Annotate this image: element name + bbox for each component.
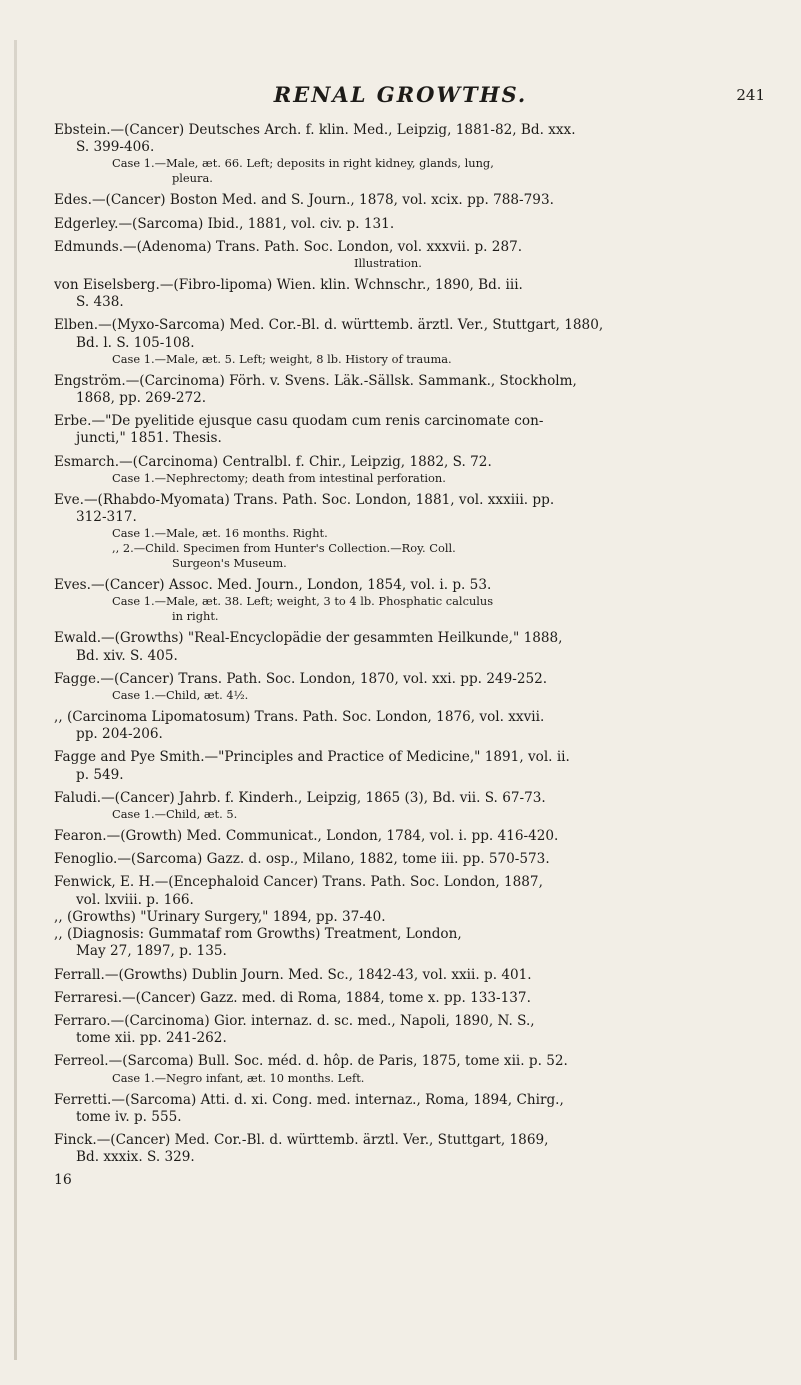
entry-citation-continued: vol. lxviii. p. 166. bbox=[76, 891, 194, 908]
case-note: Case 1.—Male, æt. 66. Left; deposits in right kidney, glands, lung, bbox=[112, 156, 494, 171]
bibliography-entry bbox=[54, 709, 790, 743]
entry-citation-continued: S. 438. bbox=[76, 294, 124, 311]
bibliography-entry bbox=[54, 454, 790, 486]
entry-citation-continued: May 27, 1897, p. 135. bbox=[76, 943, 227, 960]
bibliography-entry bbox=[54, 790, 790, 822]
bibliography-entry bbox=[54, 749, 790, 783]
printer-signature: 16 bbox=[54, 1172, 72, 1189]
entry-citation-continued: 1868, pp. 269-272. bbox=[76, 390, 207, 407]
entry-citation-continued: ,, (Diagnosis: Gummataf rom Growths) Treatment, London, bbox=[54, 926, 462, 943]
case-note: Case 1.—Negro infant, æt. 10 months. Left. bbox=[112, 1070, 365, 1085]
entry-citation-continued: ,, (Growths) "Urinary Surgery," 1894, pp. 37-40. bbox=[54, 908, 386, 925]
bibliography-entry bbox=[54, 1132, 790, 1166]
entry-citation: Engström.—(Carcinoma) Förh. v. Svens. Läk.-Sällsk. Sammank., Stockholm, bbox=[54, 372, 577, 389]
bibliography-entry bbox=[54, 122, 790, 186]
bibliography-entry bbox=[54, 828, 790, 845]
bibliography-list bbox=[54, 122, 790, 1190]
entry-citation: Erbe.—"De pyelitide ejusque casu quodam cum renis carcinomate con- bbox=[54, 413, 544, 430]
entry-citation: Finck.—(Cancer) Med. Cor.-Bl. d. württemb. ärztl. Ver., Stuttgart, 1869, bbox=[54, 1131, 549, 1148]
bibliography-entry bbox=[54, 1013, 790, 1047]
entry-citation-continued: 312-317. bbox=[76, 509, 137, 526]
entry-citation-continued: S. 399-406. bbox=[76, 139, 155, 156]
bibliography-entry bbox=[54, 671, 790, 703]
entry-citation-continued: tome xii. pp. 241-262. bbox=[76, 1030, 227, 1047]
entry-citation: Ferreol.—(Sarcoma) Bull. Soc. méd. d. hôp. de Paris, 1875, tome xii. p. 52. bbox=[54, 1053, 568, 1070]
bibliography-entry bbox=[54, 874, 790, 960]
bibliography-entry bbox=[54, 373, 790, 407]
entry-citation: Fearon.—(Growth) Med. Communicat., London, 1784, vol. i. pp. 416-420. bbox=[54, 828, 559, 845]
entry-citation: Eves.—(Cancer) Assoc. Med. Journ., London, 1854, vol. i. p. 53. bbox=[54, 577, 492, 594]
entry-citation-continued: juncti," 1851. Thesis. bbox=[76, 430, 222, 447]
entry-citation: Fenwick, E. H.—(Encephaloid Cancer) Trans. Path. Soc. London, 1887, bbox=[54, 874, 543, 891]
entry-citation: Ebstein.—(Cancer) Deutsches Arch. f. klin. Med., Leipzig, 1881-82, Bd. xxx. bbox=[54, 122, 576, 138]
case-note: Case 1.—Child, æt. 4½. bbox=[112, 688, 249, 703]
bibliography-entry bbox=[54, 1092, 790, 1126]
running-head: RENAL GROWTHS. bbox=[273, 82, 528, 107]
entry-citation: von Eiselsberg.—(Fibro-lipoma) Wien. klin. Wchnschr., 1890, Bd. iii. bbox=[54, 277, 523, 294]
case-note: Case 1.—Nephrectomy; death from intestinal perforation. bbox=[112, 470, 446, 485]
entry-citation: Edmunds.—(Adenoma) Trans. Path. Soc. London, vol. xxxvii. p. 287. bbox=[54, 238, 523, 255]
entry-citation: Ferraro.—(Carcinoma) Gior. internaz. d. sc. med., Napoli, 1890, N. S., bbox=[54, 1012, 535, 1029]
entry-citation-continued: tome iv. p. 555. bbox=[76, 1108, 182, 1125]
bibliography-entry bbox=[54, 492, 790, 571]
entry-citation: Faludi.—(Cancer) Jahrb. f. Kinderh., Leipzig, 1865 (3), Bd. vii. S. 67-73. bbox=[54, 789, 546, 806]
entry-citation: Fagge.—(Cancer) Trans. Path. Soc. London, 1870, vol. xxi. pp. 249-252. bbox=[54, 670, 548, 687]
entry-citation: Esmarch.—(Carcinoma) Centralbl. f. Chir., Leipzig, 1882, S. 72. bbox=[54, 453, 492, 470]
bibliography-entry bbox=[54, 630, 790, 664]
entry-citation-continued: Bd. l. S. 105-108. bbox=[76, 334, 195, 351]
illustration-note: Illustration. bbox=[354, 256, 422, 271]
entry-citation-continued: Bd. xxxix. S. 329. bbox=[76, 1149, 195, 1166]
bibliography-entry bbox=[54, 277, 790, 311]
entry-citation: Eve.—(Rhabdo-Myomata) Trans. Path. Soc. London, 1881, vol. xxxiii. pp. bbox=[54, 491, 555, 508]
case-note: Case 1.—Child, æt. 5. bbox=[112, 807, 238, 822]
bibliography-entry bbox=[54, 239, 790, 271]
case-note: Case 1.—Male, æt. 5. Left; weight, 8 lb. History of trauma. bbox=[112, 351, 452, 366]
entry-citation: Elben.—(Myxo-Sarcoma) Med. Cor.-Bl. d. württemb. ärztl. Ver., Stuttgart, 1880, bbox=[54, 317, 604, 334]
case-note-continued: pleura. bbox=[172, 171, 213, 186]
entry-citation-continued: Bd. xiv. S. 405. bbox=[76, 647, 178, 664]
bibliography-entry bbox=[54, 317, 790, 366]
bibliography-entry bbox=[54, 990, 790, 1007]
case-note: ,, 2.—Child. Specimen from Hunter's Collection.—Roy. Coll. bbox=[112, 541, 456, 556]
entry-citation: Ewald.—(Growths) "Real-Encyclopädie der gesammten Heilkunde," 1888, bbox=[54, 630, 563, 647]
case-note: Case 1.—Male, æt. 16 months. Right. bbox=[112, 526, 328, 541]
entry-citation: Ferretti.—(Sarcoma) Atti. d. xi. Cong. med. internaz., Roma, 1894, Chirg., bbox=[54, 1091, 564, 1108]
bibliography-entry bbox=[54, 851, 790, 868]
entry-citation-continued: pp. 204-206. bbox=[76, 726, 163, 743]
entry-citation: Fagge and Pye Smith.—"Principles and Practice of Medicine," 1891, vol. ii. bbox=[54, 749, 570, 766]
case-note-continued: in right. bbox=[172, 609, 219, 624]
entry-citation: Edgerley.—(Sarcoma) Ibid., 1881, vol. civ. p. 131. bbox=[54, 215, 395, 232]
bibliography-entry bbox=[54, 216, 790, 233]
entry-citation: Edes.—(Cancer) Boston Med. and S. Journ., 1878, vol. xcix. pp. 788-793. bbox=[54, 192, 554, 209]
entry-citation-continued: p. 549. bbox=[76, 766, 124, 783]
page-number: 241 bbox=[736, 86, 765, 104]
entry-citation: Fenoglio.—(Sarcoma) Gazz. d. osp., Milano, 1882, tome iii. pp. 570-573. bbox=[54, 851, 550, 868]
bibliography-entry bbox=[54, 413, 790, 447]
bibliography-entry bbox=[54, 192, 790, 209]
entry-citation: ,, (Carcinoma Lipomatosum) Trans. Path. Soc. London, 1876, vol. xxvii. bbox=[54, 709, 545, 726]
page-binding-shadow bbox=[14, 40, 17, 1360]
bibliography-entry bbox=[54, 967, 790, 984]
entry-citation: Ferraresi.—(Cancer) Gazz. med. di Roma, 1884, tome x. pp. 133-137. bbox=[54, 989, 531, 1006]
bibliography-entry bbox=[54, 1053, 790, 1085]
entry-citation: Ferrall.—(Growths) Dublin Journ. Med. Sc., 1842-43, vol. xxii. p. 401. bbox=[54, 966, 532, 983]
bibliography-entry bbox=[54, 577, 790, 624]
case-note-continued: Surgeon's Museum. bbox=[172, 556, 287, 571]
case-note: Case 1.—Male, æt. 38. Left; weight, 3 to 4 lb. Phosphatic calculus bbox=[112, 594, 494, 609]
page-header bbox=[0, 82, 801, 112]
